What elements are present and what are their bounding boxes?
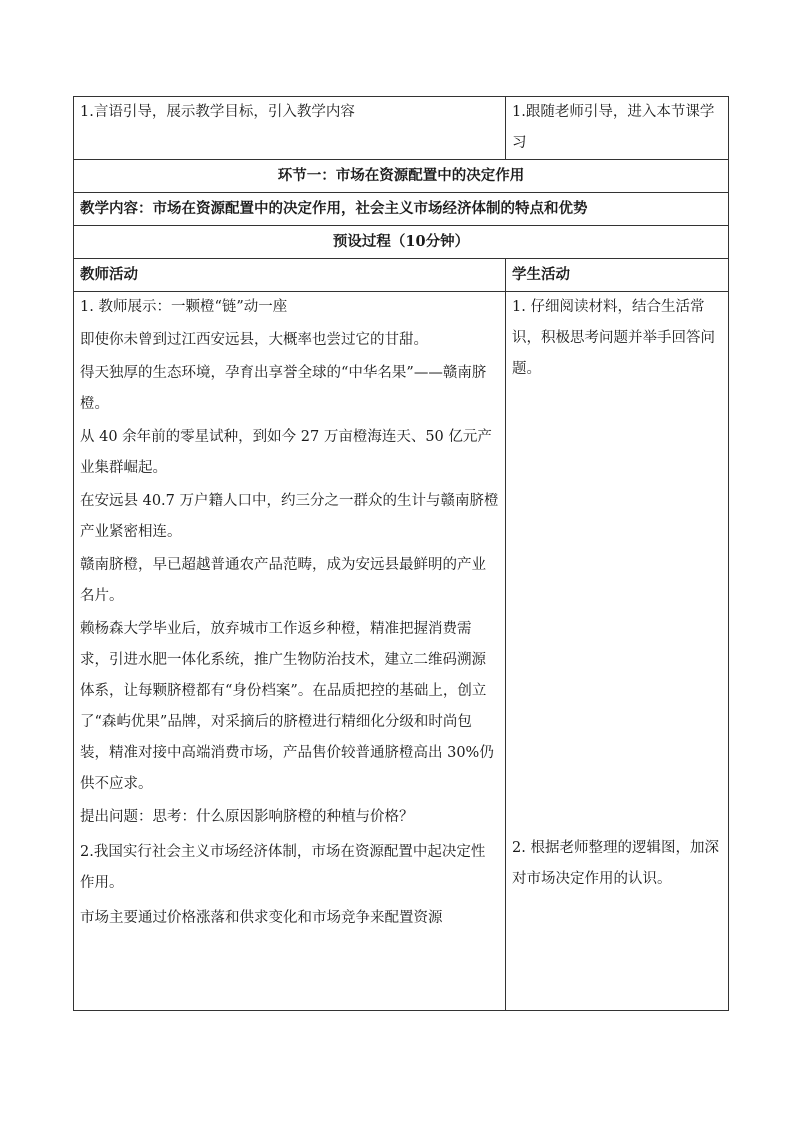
intro-teacher-cell — [74, 97, 506, 160]
teaching-content: 教学内容：市场在资源配置中的决定作用，社会主义市场经济体制的特点和优势 — [74, 193, 729, 226]
student-activity-header: 学生活动 — [506, 259, 729, 292]
teacher-paragraph: 赖杨森大学毕业后，放弃城市工作返乡种橙，精准把握消费需求，引进水肥一体化系统，推广生物防治技术，建立二维码溯源体系，让每颗脐橙都有“身份档案”。在品质把控的基础上，创立了“森屿优果”品牌，对采摘后的脐橙进行精细化分级和时尚包装，精准对接中高端消费市场，产品售价较普通脐橙高出 30%仍供不应求。 — [80, 621, 494, 792]
teacher-question: 提出问题：思考：什么原因影响脐橙的种植与价格？ — [80, 809, 414, 825]
teacher-paragraph: 即使你未曾到过江西安远县，大概率也尝过它的甘甜。 — [80, 332, 428, 348]
lesson-plan-table — [73, 96, 729, 1011]
section-title-row — [74, 160, 729, 193]
teacher-paragraph: 2.我国实行社会主义市场经济体制，市场在资源配置中起决定性作用。 — [80, 844, 486, 891]
teacher-paragraph: 在安远县 40.7 万户籍人口中，约三分之一群众的生计与赣南脐橙产业紧密相连。 — [80, 493, 499, 540]
teacher-activity-header: 教师活动 — [74, 259, 506, 292]
activity-row — [74, 292, 729, 1011]
preset-process: 预设过程（10分钟） — [74, 226, 729, 259]
intro-row — [74, 97, 729, 160]
teacher-activity-cell — [74, 292, 506, 1011]
intro-student-text: 1.跟随老师引导，进入本节课学习 — [512, 104, 715, 151]
teacher-paragraph: 赣南脐橙，早已超越普通农产品范畴，成为安远县最鲜明的产业名片。 — [80, 557, 486, 604]
teacher-paragraph: 市场主要通过价格涨落和供求变化和市场竞争来配置资源 — [80, 910, 443, 926]
teacher-paragraph: 从 40 余年前的零星试种，到如今 27 万亩橙海连天、50 亿元产业集群崛起。 — [80, 429, 492, 476]
section-title: 环节一：市场在资源配置中的决定作用 — [74, 160, 729, 193]
teaching-content-row — [74, 193, 729, 226]
student-paragraph: 1. 仔细阅读材料，结合生活常识，积极思考问题并举手回答问题。 — [512, 299, 715, 377]
intro-teacher-text: 1.言语引导，展示教学目标，引入教学内容 — [80, 104, 355, 120]
teacher-paragraph: 得天独厚的生态环境，孕育出享誉全球的“中华名果”——赣南脐橙。 — [80, 365, 487, 412]
preset-process-row — [74, 226, 729, 259]
teacher-paragraph: 1. 教师展示：一颗橙“链”动一座 — [80, 299, 288, 315]
student-activity-cell — [506, 292, 729, 1011]
student-paragraph: 2. 根据老师整理的逻辑图，加深对市场决定作用的认识。 — [512, 840, 719, 887]
header-row — [74, 259, 729, 292]
intro-student-cell — [506, 97, 729, 160]
student-spacer — [512, 385, 722, 833]
